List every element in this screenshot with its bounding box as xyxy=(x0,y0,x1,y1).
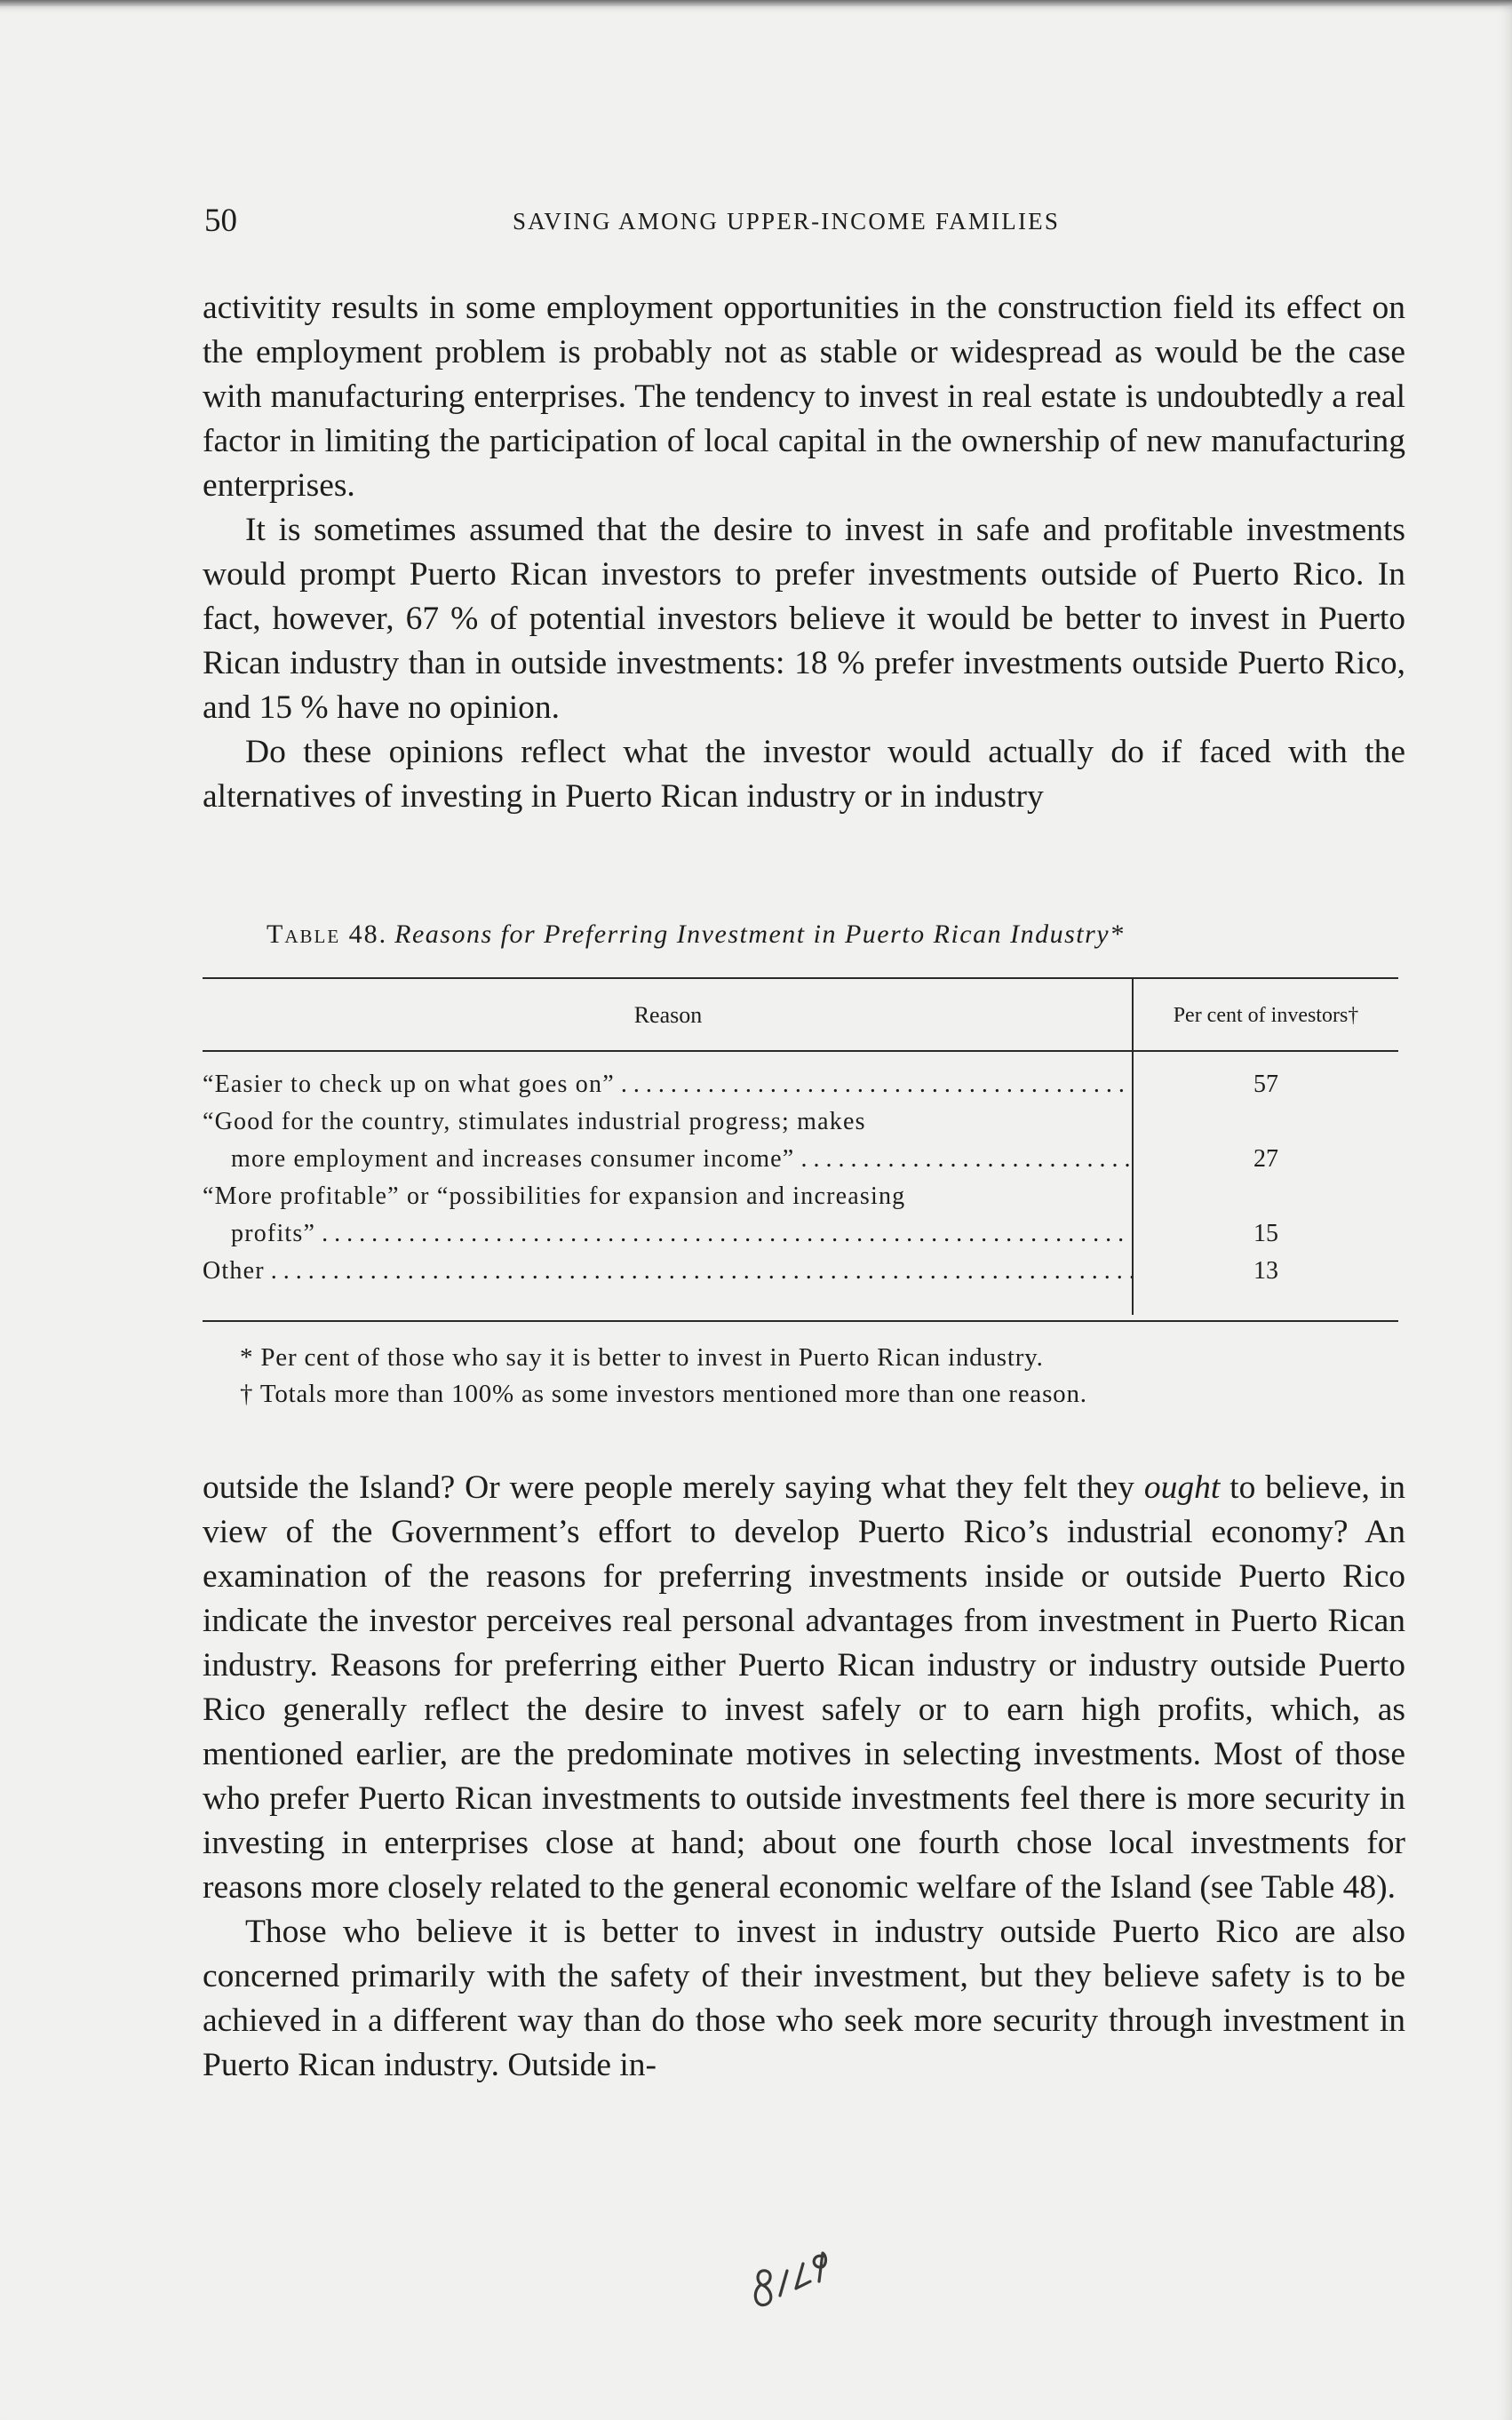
table-row xyxy=(203,1103,1132,1178)
paragraph: Those who believe it is better to invest in industry outside Puerto Rico are also concerned primarily with the safety of their investment, but they believe safety is to be achieved in a different way than do those who seek more security through investment in Puerto Rican industry. Outside in- xyxy=(203,1914,1405,2083)
column-header-percent: Per cent of investors† xyxy=(1173,1004,1359,1027)
footnote: † Totals more than 100% as some investors mentioned more than one reason. xyxy=(240,1380,1087,1408)
table-title: Reasons for Preferring Investment in Puerto Rican Industry* xyxy=(394,919,1125,949)
handwritten-note xyxy=(744,2230,842,2319)
paragraph: It is sometimes assumed that the desire to invest in safe and profitable investments would prompt Puerto Rican investors to prefer investments outside of Puerto Rico. In fact, however, 67 % of potential investors believe it would be better to invest in Puerto Rican industry than in outside investments: 18 % prefer investments outside Puerto Rico, and 15 % have no opinion. xyxy=(203,512,1405,726)
paragraph: activitity results in some employment opportunities in the construction field its effect on the employment problem is probably not as stable or widespread as would be the case with manufacturing enterprises. The tendency to invest in real estate is undoubtedly a real factor in limiting the participation of local capital in the ownership of new manufacturing enterprises. xyxy=(203,290,1405,504)
row-value: 13 xyxy=(1253,1257,1278,1285)
column-header-reason: Reason xyxy=(633,1002,703,1028)
table-top-rule xyxy=(203,977,1398,979)
body-text-top xyxy=(203,286,1405,819)
footnote: * Per cent of those who say it is better to invest in Puerto Rican industry. xyxy=(240,1343,1044,1372)
table-footnotes xyxy=(240,1340,1087,1413)
handwritten-number-drawing xyxy=(755,2253,825,2305)
table-bottom-rule xyxy=(203,1320,1398,1322)
paragraph: Do these opinions reflect what the investor would actually do if faced with the alternatives of investing in Puerto Rican industry or in industry xyxy=(203,734,1405,815)
running-head: SAVING AMONG UPPER-INCOME FAMILIES xyxy=(512,208,1061,235)
row-reason-continued: profits” xyxy=(231,1220,316,1247)
page-header xyxy=(204,202,1404,244)
page-number: 50 xyxy=(204,203,237,239)
table-header-rule xyxy=(203,1050,1398,1052)
table-label: Table 48. xyxy=(267,919,388,949)
row-reason: Other xyxy=(203,1257,265,1285)
table-row xyxy=(203,1253,1132,1290)
row-reason: “Good for the country, stimulates industrial progress; makes xyxy=(203,1108,866,1135)
table-48 xyxy=(203,977,1398,1324)
table-row xyxy=(203,1066,1132,1103)
row-value: 57 xyxy=(1253,1071,1278,1098)
scan-edge xyxy=(0,0,1512,6)
emphasis: ought xyxy=(1143,1469,1221,1506)
row-value: 15 xyxy=(1253,1220,1278,1247)
body-text-bottom xyxy=(203,1466,1405,2088)
row-reason: “Easier to check up on what goes on” xyxy=(203,1071,615,1098)
paragraph: outside the Island? Or were people merely saying what they felt they ought to believe, in view of the Government’s effort to develop Puerto Rico’s industrial economy? An examination of the reasons for preferring investments inside or outside Puerto Rico indicate the investor perceives real personal advantages from investment in Puerto Rican industry. Reasons for preferring either Puerto Rican industry or industry outside Puerto Rico generally reflect the desire to invest safely or to earn high profits, which, as mentioned earlier, are the predominate motives in selecting investments. Most of those who prefer Puerto Rican investments to outside investments feel there is more security in investing in enterprises close at hand; about one fourth chose local investments for reasons more closely related to the general economic welfare of the Island (see Table 48). xyxy=(203,1469,1406,1906)
row-value: 27 xyxy=(1253,1145,1278,1173)
table-caption xyxy=(267,919,1125,950)
row-reason: “More profitable” or “possibilities for expansion and increasing xyxy=(203,1182,906,1210)
row-reason-continued: more employment and increases consumer income” xyxy=(231,1145,795,1173)
table-row xyxy=(203,1178,1132,1253)
